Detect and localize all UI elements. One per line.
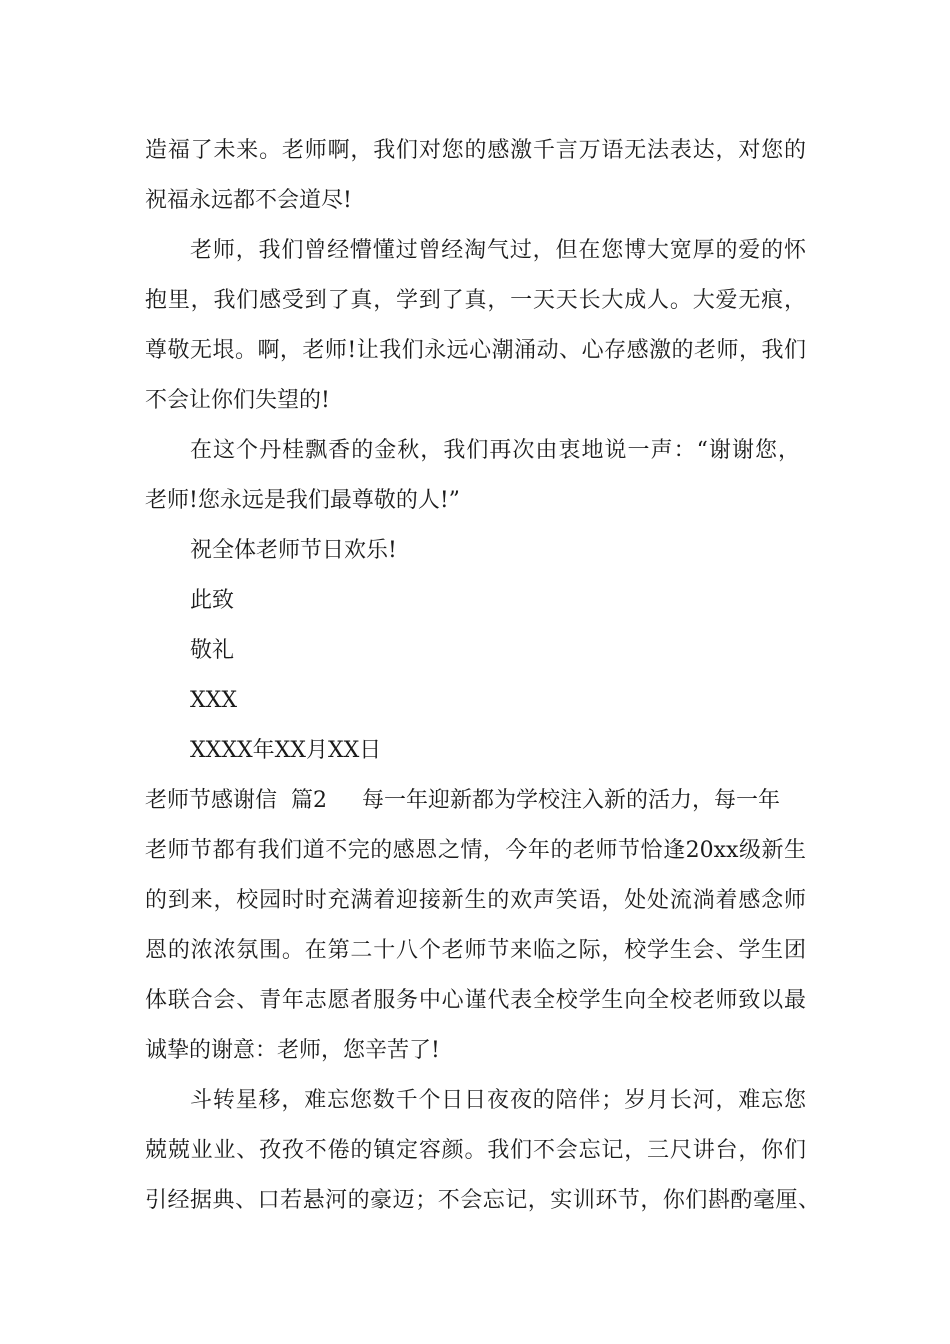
text-line: 老师，我们曾经懵懂过曾经淘气过，但在您博大宽厚的爱的怀 — [190, 238, 806, 263]
text-line: 体联合会、青年志愿者服务中心谨代表全校学生向全校老师致以最 — [145, 988, 806, 1013]
text-line: 造福了未来。老师啊，我们对您的感激千言万语无法表达，对您的 — [145, 138, 806, 163]
text-line: 的到来，校园时时充满着迎接新生的欢声笑语，处处流淌着感念师 — [145, 888, 806, 913]
text-line: 不会让你们失望的! — [145, 388, 330, 413]
text-line: 祝福永远都不会道尽! — [145, 188, 352, 213]
section-heading-line: 老师节感谢信 篇2 每一年迎新都为学校注入新的活力，每一年 — [145, 788, 780, 813]
text-line: XXXX年XX月XX日 — [190, 738, 382, 763]
text-line: 敬礼 — [190, 638, 235, 663]
text-line: 抱里，我们感受到了真，学到了真，一天天长大成人。大爱无痕， — [145, 288, 806, 313]
text-line: XXX — [190, 688, 237, 713]
text-line: 老师节都有我们道不完的感恩之情，今年的老师节恰逢20xx级新生 — [145, 838, 806, 863]
text-line: 兢兢业业、孜孜不倦的镇定容颜。我们不会忘记，三尺讲台，你们 — [145, 1138, 806, 1163]
text-line: 老师!您永远是我们最尊敬的人!” — [145, 488, 460, 513]
text-line: 引经据典、口若悬河的豪迈；不会忘记，实训环节，你们斟酌毫厘、 — [145, 1188, 820, 1213]
text-line: 恩的浓浓氛围。在第二十八个老师节来临之际，校学生会、学生团 — [145, 938, 806, 963]
text-line: 尊敬无垠。啊，老师!让我们永远心潮涌动、心存感激的老师，我们 — [145, 338, 806, 363]
text-line: 诚挚的谢意：老师，您辛苦了! — [145, 1038, 440, 1063]
text-line: 此致 — [190, 588, 235, 613]
text-line: 在这个丹桂飘香的金秋，我们再次由衷地说一声：“谢谢您， — [190, 438, 800, 463]
text-line: 祝全体老师节日欢乐! — [190, 538, 397, 563]
text-line: 斗转星移，难忘您数千个日日夜夜的陪伴；岁月长河，难忘您 — [190, 1088, 806, 1113]
